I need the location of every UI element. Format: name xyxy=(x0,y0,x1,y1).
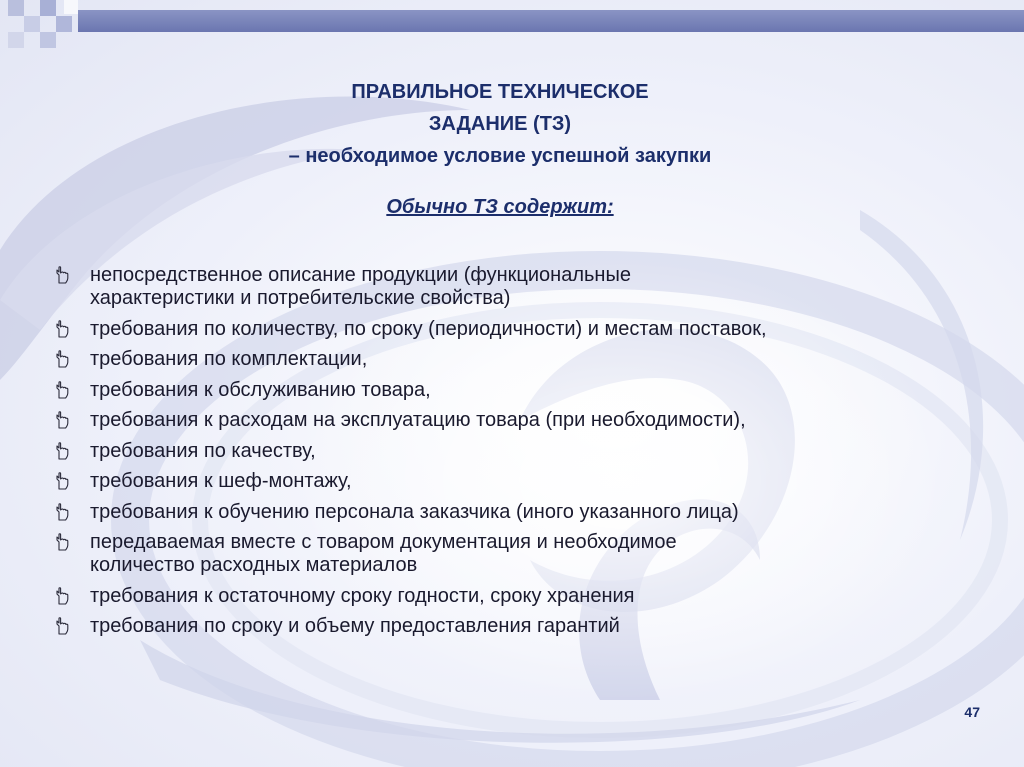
bullet-item xyxy=(50,440,990,463)
hand-pointing-icon xyxy=(54,472,70,490)
title-line: – необходимое условие успешной закупки xyxy=(288,145,712,167)
bullet-text: требования к остаточному сроку годности, сроку хранения xyxy=(90,584,635,607)
bullet-text: требования по количеству, по сроку (периодичности) и местам поставок, xyxy=(90,317,767,340)
bullet-item xyxy=(50,379,990,402)
hand-pointing-icon xyxy=(54,503,70,521)
bullet-text: количество расходных материалов xyxy=(90,554,418,576)
bullet-text: непосредственное описание продукции (функциональные xyxy=(90,264,631,286)
bullet-item xyxy=(50,264,990,310)
title-line: ЗАДАНИЕ (ТЗ) xyxy=(428,113,572,135)
hand-pointing-icon xyxy=(54,381,70,399)
hand-pointing-icon xyxy=(54,617,70,635)
bullet-text: требования к обслуживанию товара, xyxy=(90,378,431,401)
bullet-text: требования к обучению персонала заказчика (иного указанного лица) xyxy=(90,500,739,523)
bullet-text: передаваемая вместе с товаром документация и необходимое xyxy=(90,531,677,553)
hand-pointing-icon xyxy=(54,411,70,429)
hand-pointing-icon xyxy=(54,533,70,551)
bullet-text: требования к расходам на эксплуатацию товара (при необходимости), xyxy=(90,409,746,431)
section-subheading: Обычно ТЗ содержит: xyxy=(386,196,614,218)
slide-title xyxy=(150,76,850,172)
bullet-list xyxy=(50,264,990,646)
bullet-text: требования по качеству, xyxy=(90,439,316,462)
header-band xyxy=(78,10,1024,32)
corner-decoration xyxy=(0,0,80,60)
hand-pointing-icon xyxy=(54,266,70,284)
bullet-item xyxy=(50,585,990,608)
bullet-item xyxy=(50,531,990,577)
hand-pointing-icon xyxy=(54,442,70,460)
bullet-item xyxy=(50,348,990,371)
title-line: ПРАВИЛЬНОЕ ТЕХНИЧЕСКОЕ xyxy=(351,81,649,103)
page-number: 47 xyxy=(964,704,980,720)
hand-pointing-icon xyxy=(54,350,70,368)
hand-pointing-icon xyxy=(54,587,70,605)
bullet-item xyxy=(50,409,990,432)
hand-pointing-icon xyxy=(54,320,70,338)
bullet-text: характеристики и потребительские свойства) xyxy=(90,287,511,309)
bullet-item xyxy=(50,470,990,493)
bullet-item xyxy=(50,501,990,524)
bullet-text: требования к шеф-монтажу, xyxy=(90,470,352,492)
bullet-text: требования по комплектации, xyxy=(90,348,368,370)
bullet-item xyxy=(50,615,990,638)
bullet-item xyxy=(50,318,990,341)
bullet-text: требования по сроку и объему предоставления гарантий xyxy=(90,615,620,637)
